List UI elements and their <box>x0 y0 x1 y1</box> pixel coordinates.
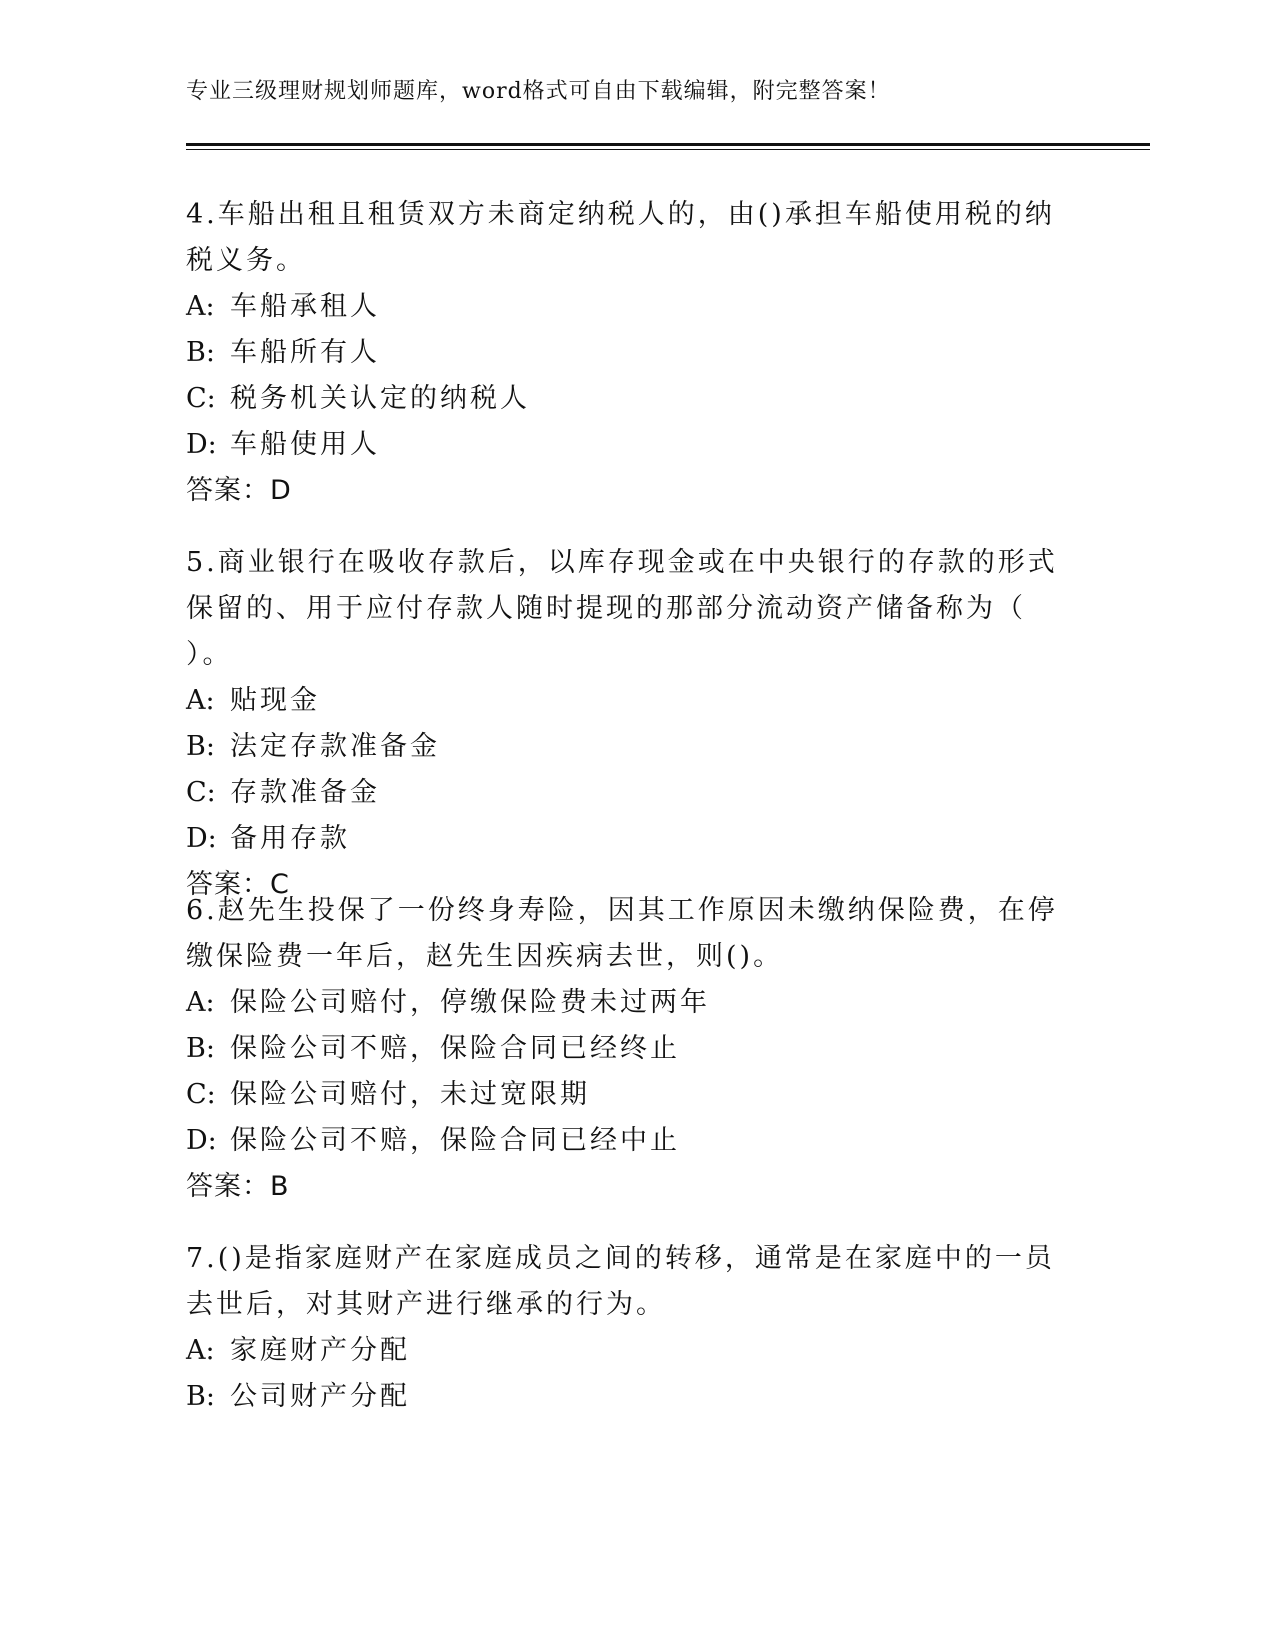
option-c <box>186 376 1066 422</box>
option-a <box>186 1328 1066 1374</box>
header-rule-thin <box>186 149 1150 150</box>
answer: 答案：B <box>186 1171 290 1202</box>
header-rule-thick <box>186 143 1150 146</box>
option-key: C: <box>186 777 216 808</box>
option-key: A: <box>186 1335 215 1366</box>
option-d <box>186 816 1066 862</box>
option-text: 家庭财产分配 <box>230 1335 410 1366</box>
answer: 答案：D <box>186 475 292 506</box>
option-key: C: <box>186 383 216 414</box>
option-a <box>186 980 1066 1026</box>
question-5 <box>186 540 1066 908</box>
option-text: 保险公司不赔，保险合同已经中止 <box>230 1125 680 1156</box>
option-b <box>186 724 1066 770</box>
option-text: 公司财产分配 <box>230 1381 410 1412</box>
question-stem: 6.赵先生投保了一份终身寿险，因其工作原因未缴纳保险费，在停缴保险费一年后，赵先生因疾病去世，则()。 <box>186 895 1058 972</box>
option-a <box>186 678 1066 724</box>
option-key: A: <box>186 987 215 1018</box>
option-text: 税务机关认定的纳税人 <box>230 383 530 414</box>
option-key: B: <box>186 337 215 368</box>
option-key: B: <box>186 1033 215 1064</box>
option-key: C: <box>186 1079 216 1110</box>
option-key: B: <box>186 1381 215 1412</box>
option-b <box>186 1026 1066 1072</box>
option-text: 保险公司不赔，保险合同已经终止 <box>230 1033 680 1064</box>
question-stem: 7.()是指家庭财产在家庭成员之间的转移，通常是在家庭中的一员去世后，对其财产进行继承的行为。 <box>186 1243 1055 1320</box>
option-text: 法定存款准备金 <box>230 731 440 762</box>
option-key: B: <box>186 731 215 762</box>
option-text: 贴现金 <box>230 685 320 716</box>
question-stem: 5.商业银行在吸收存款后，以库存现金或在中央银行的存款的形式保留的、用于应付存款人随时提现的那部分流动资产储备称为（ ）。 <box>186 547 1058 670</box>
option-key: A: <box>186 291 215 322</box>
option-d <box>186 1118 1066 1164</box>
option-text: 车船承租人 <box>230 291 380 322</box>
option-text: 车船使用人 <box>230 429 380 460</box>
option-text: 存款准备金 <box>230 777 380 808</box>
question-6 <box>186 888 1066 1210</box>
option-key: D: <box>186 1125 217 1156</box>
option-text: 保险公司赔付，未过宽限期 <box>230 1079 590 1110</box>
option-text: 保险公司赔付，停缴保险费未过两年 <box>230 987 710 1018</box>
option-key: D: <box>186 429 217 460</box>
page-header: 专业三级理财规划师题库，word格式可自由下载编辑，附完整答案！ <box>186 79 891 104</box>
option-c <box>186 1072 1066 1118</box>
option-b <box>186 1374 1066 1420</box>
answer: 答案：C <box>186 869 290 900</box>
question-4 <box>186 192 1066 514</box>
option-text: 车船所有人 <box>230 337 380 368</box>
option-text: 备用存款 <box>230 823 350 854</box>
option-key: D: <box>186 823 217 854</box>
option-c <box>186 770 1066 816</box>
question-7 <box>186 1236 1066 1420</box>
question-stem: 4.车船出租且租赁双方未商定纳税人的，由()承担车船使用税的纳税义务。 <box>186 199 1055 276</box>
option-d <box>186 422 1066 468</box>
option-b <box>186 330 1066 376</box>
option-a <box>186 284 1066 330</box>
option-key: A: <box>186 685 215 716</box>
